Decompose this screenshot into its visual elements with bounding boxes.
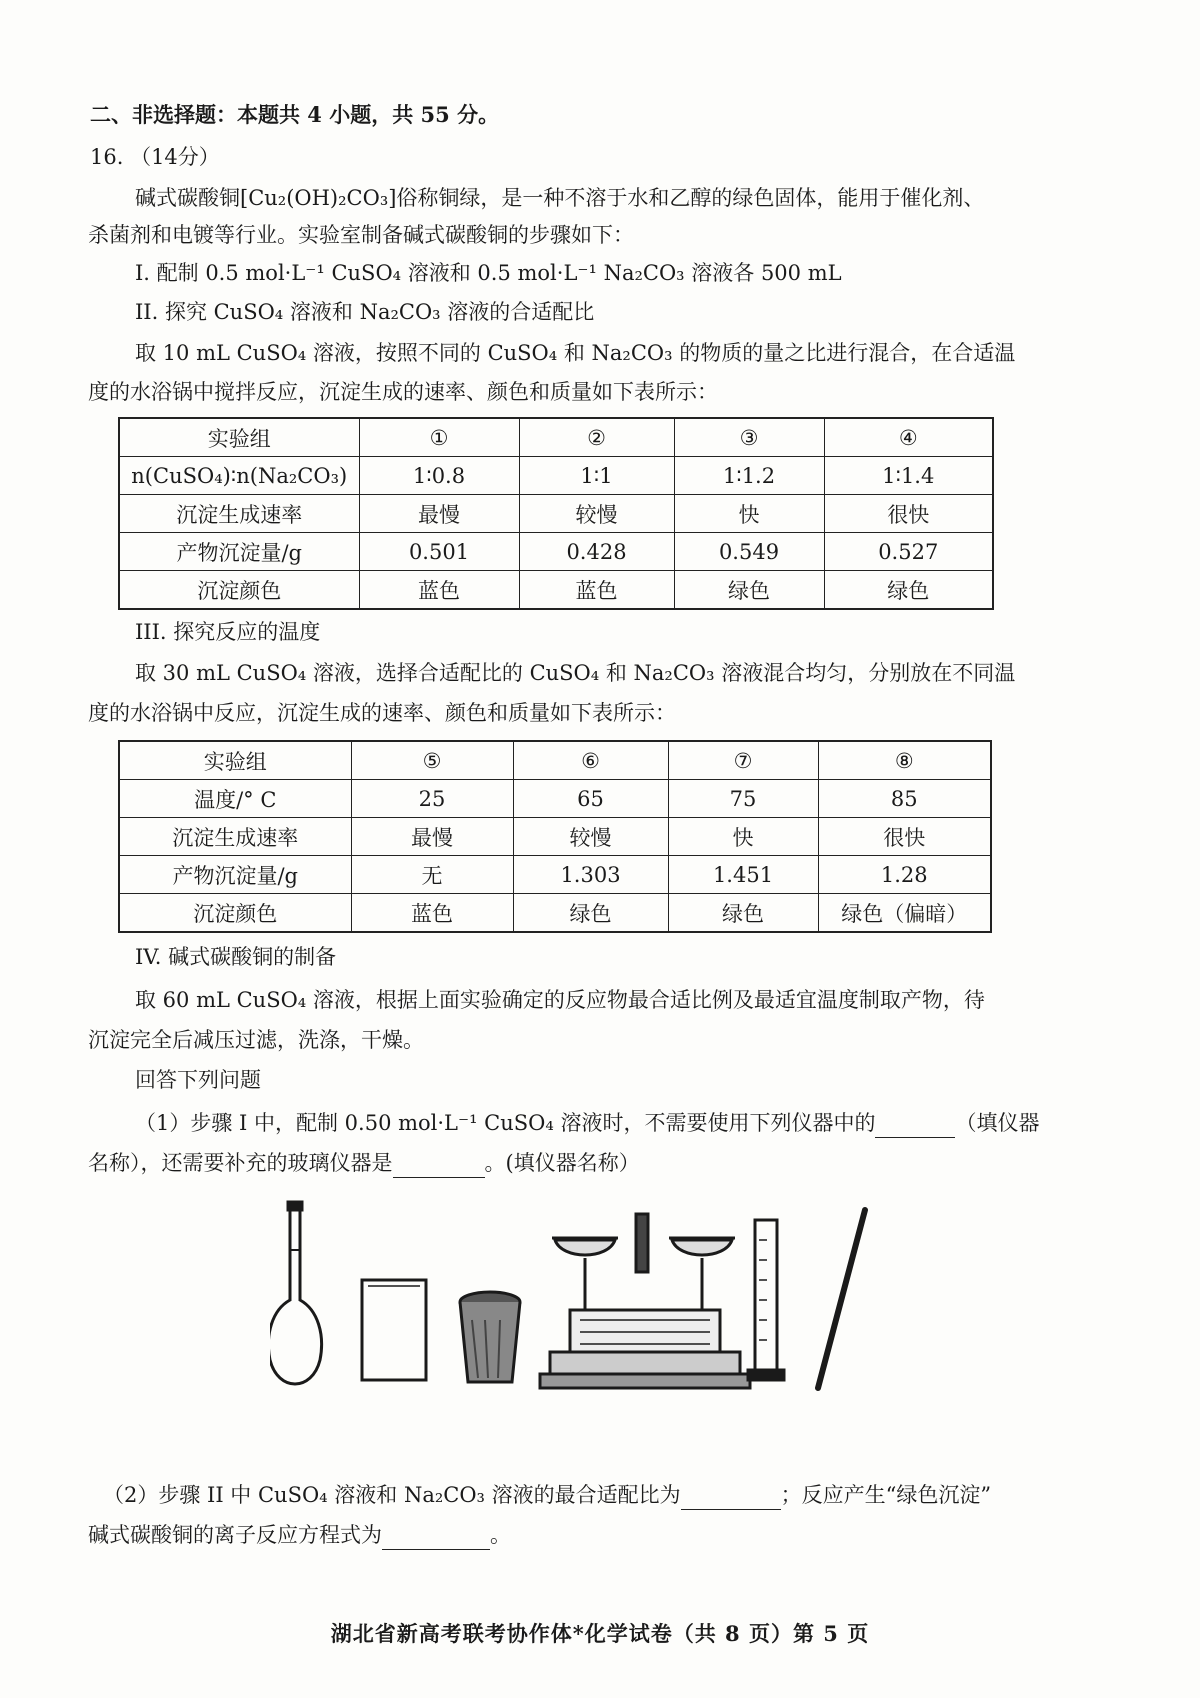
question-1-text-d: 。(填仪器名称）: [484, 1151, 640, 1175]
table-cell: 蓝色: [519, 571, 674, 610]
table-cell: ③: [674, 418, 824, 457]
table-cell: 1.451: [668, 856, 818, 894]
answer-blank-3[interactable]: [681, 1487, 781, 1510]
table-cell: ②: [519, 418, 674, 457]
question-2-text-a: （2）步骤 II 中 CuSO₄ 溶液和 Na₂CO₃ 溶液的最合适配比为: [103, 1483, 681, 1507]
step-2-desc-1: 取 10 mL CuSO₄ 溶液，按照不同的 CuSO₄ 和 Na₂CO₃ 的物质的量之比进行混合，在合适温: [135, 341, 1016, 365]
question-2-text-c: 碱式碳酸铜的离子反应方程式为: [88, 1523, 382, 1547]
step-3-desc-1: 取 30 mL CuSO₄ 溶液，选择合适配比的 CuSO₄ 和 Na₂CO₃ 溶液混合均匀，分别放在不同温: [135, 661, 1016, 685]
table-cell: 绿色: [674, 571, 824, 610]
question-2-text-b: ；反应产生“绿色沉淀”: [780, 1483, 992, 1507]
table-cell: 最慢: [351, 818, 513, 856]
section-title: 二、非选择题：本题共 4 小题，共 55 分。: [90, 102, 500, 127]
table-cell: ⑧: [818, 741, 991, 780]
table-row: [119, 457, 993, 495]
intro-line-2: 杀菌剂和电镀等行业。实验室制备碱式碳酸铜的步骤如下：: [88, 223, 634, 247]
table-cell: 蓝色: [359, 571, 519, 610]
table-row-header: 沉淀生成速率: [119, 818, 351, 856]
table-cell: 最慢: [359, 495, 519, 533]
table-cell: 1∶1: [519, 457, 674, 495]
table-cell: 85: [818, 780, 991, 818]
table-cell: 绿色: [668, 894, 818, 933]
step-4-desc-1: 取 60 mL CuSO₄ 溶液，根据上面实验确定的反应物最合适比例及最适宜温度制取产物，待: [135, 988, 985, 1012]
question-2-text-d: 。: [490, 1523, 511, 1547]
step-4-desc-2: 沉淀完全后减压过滤，洗涤，干燥。: [88, 1028, 424, 1052]
answer-blank-2[interactable]: [393, 1155, 485, 1178]
table-row-header: 沉淀颜色: [119, 571, 359, 610]
table-cell: ⑤: [351, 741, 513, 780]
table-row: [119, 780, 991, 818]
step-2-desc-2: 度的水浴锅中搅拌反应，沉淀生成的速率、颜色和质量如下表所示：: [88, 380, 718, 404]
table-cell: 快: [668, 818, 818, 856]
table-cell: 0.527: [824, 533, 993, 571]
volumetric-flask-icon: [270, 1202, 322, 1384]
table-cell: 1.28: [818, 856, 991, 894]
table-cell: ④: [824, 418, 993, 457]
table-row-header: 实验组: [119, 418, 359, 457]
table-cell: 快: [674, 495, 824, 533]
question-1-text-b: （填仪器: [955, 1111, 1040, 1135]
beaker-icon: [362, 1280, 426, 1380]
table-row: [119, 495, 993, 533]
question-1-text-c: 名称），还需要补充的玻璃仪器是: [88, 1151, 393, 1175]
graduated-cylinder-icon: [748, 1220, 784, 1380]
reagent-cup-icon: [460, 1292, 520, 1382]
table-cell: 无: [351, 856, 513, 894]
table-cell: 较慢: [519, 495, 674, 533]
table-cell: 1.303: [513, 856, 668, 894]
page-footer: 湖北省新高考联考协作体*化学试卷（共 8 页）第 5 页: [330, 1621, 870, 1646]
table-row: [119, 571, 993, 610]
answer-prompt: 回答下列问题: [135, 1068, 261, 1092]
step-2-title: II. 探究 CuSO₄ 溶液和 Na₂CO₃ 溶液的合适配比: [135, 300, 595, 324]
table-cell: 很快: [824, 495, 993, 533]
table-cell: 较慢: [513, 818, 668, 856]
question-1-line-1: [135, 1108, 1039, 1138]
table-cell: 蓝色: [351, 894, 513, 933]
table-cell: 0.428: [519, 533, 674, 571]
balance-scale-icon: [540, 1214, 750, 1388]
ratio-table: [118, 417, 994, 610]
question-2-line-2: [88, 1520, 511, 1550]
apparatus-illustration: [270, 1200, 950, 1430]
table-cell: 很快: [818, 818, 991, 856]
question-2-line-1: [103, 1480, 991, 1510]
table-cell: ⑥: [513, 741, 668, 780]
table-cell: 绿色（偏暗）: [818, 894, 991, 933]
table-row: [119, 894, 991, 933]
table-cell: 25: [351, 780, 513, 818]
table-cell: ⑦: [668, 741, 818, 780]
table-row-header: 沉淀颜色: [119, 894, 351, 933]
intro-line-1: 碱式碳酸铜[Cu₂(OH)₂CO₃]俗称铜绿，是一种不溶于水和乙醇的绿色固体，能用于催化剂、: [135, 186, 985, 210]
table-row: [119, 741, 991, 780]
table-row: [119, 818, 991, 856]
table-cell: ①: [359, 418, 519, 457]
table-row-header: 产物沉淀量/g: [119, 856, 351, 894]
answer-blank-4[interactable]: [382, 1527, 490, 1550]
table-row-header: 温度/° C: [119, 780, 351, 818]
table-cell: 65: [513, 780, 668, 818]
question-1-line-2: [88, 1148, 640, 1178]
table-row: [119, 418, 993, 457]
question-header: 16. （14分）: [90, 145, 220, 169]
answer-blank-1[interactable]: [875, 1115, 955, 1138]
step-4-title: IV. 碱式碳酸铜的制备: [135, 945, 337, 969]
table-cell: 1∶1.2: [674, 457, 824, 495]
table-row-header: 实验组: [119, 741, 351, 780]
table-row-header: 产物沉淀量/g: [119, 533, 359, 571]
question-1-text-a: （1）步骤 I 中，配制 0.50 mol·L⁻¹ CuSO₄ 溶液时，不需要使用下列仪器中的: [135, 1111, 876, 1135]
table-row-header: n(CuSO₄)∶n(Na₂CO₃): [119, 457, 359, 495]
table-cell: 1∶1.4: [824, 457, 993, 495]
table-row: [119, 856, 991, 894]
temperature-table: [118, 740, 992, 933]
step-3-title: III. 探究反应的温度: [135, 620, 321, 644]
table-cell: 75: [668, 780, 818, 818]
table-row: [119, 533, 993, 571]
glass-rod-icon: [818, 1210, 865, 1388]
step-1: I. 配制 0.5 mol·L⁻¹ CuSO₄ 溶液和 0.5 mol·L⁻¹ Na₂CO₃ 溶液各 500 mL: [135, 261, 842, 285]
table-cell: 绿色: [513, 894, 668, 933]
step-3-desc-2: 度的水浴锅中反应，沉淀生成的速率、颜色和质量如下表所示：: [88, 701, 676, 725]
table-cell: 绿色: [824, 571, 993, 610]
table-cell: 0.501: [359, 533, 519, 571]
table-cell: 0.549: [674, 533, 824, 571]
table-cell: 1∶0.8: [359, 457, 519, 495]
table-row-header: 沉淀生成速率: [119, 495, 359, 533]
